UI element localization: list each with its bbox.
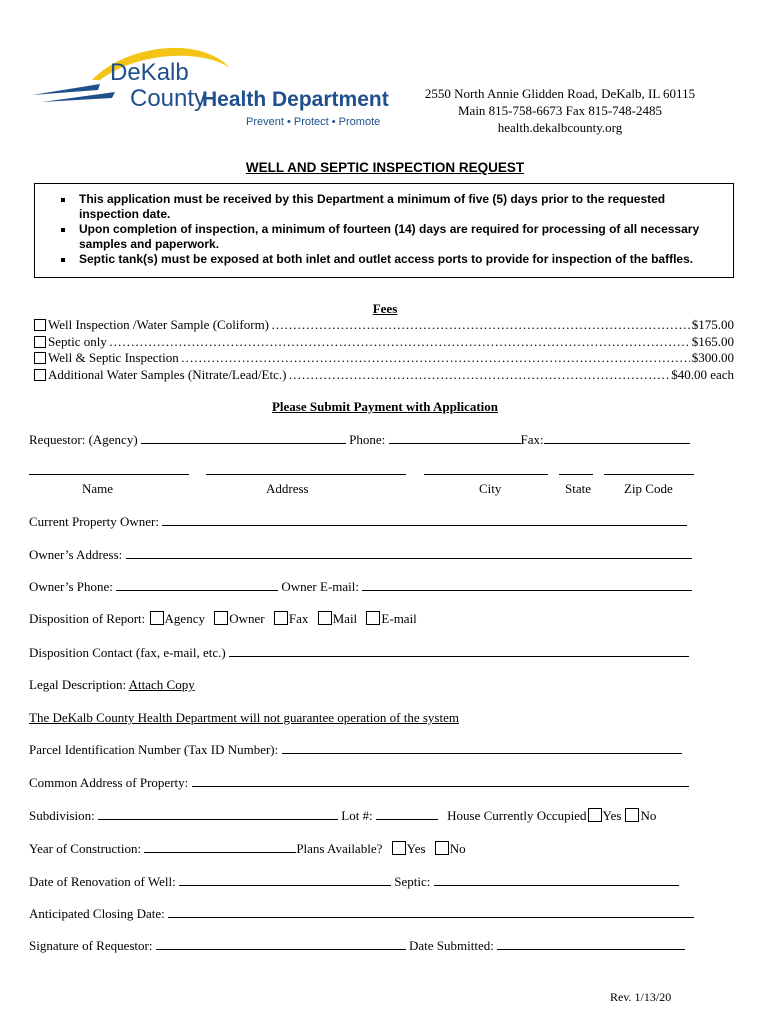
- fee-row: [34, 334, 734, 350]
- occupied-no-checkbox[interactable]: [625, 808, 639, 822]
- contact-block: [405, 85, 715, 136]
- lot-field[interactable]: [376, 808, 438, 820]
- fee-checkbox[interactable]: [34, 336, 46, 348]
- occupied-label: House Currently Occupied: [447, 808, 587, 823]
- fee-price: $175.00: [691, 317, 734, 332]
- requestor-row: [29, 432, 690, 448]
- fee-price: $40.00 each: [671, 367, 734, 382]
- zip-caption: Zip Code: [624, 481, 673, 496]
- phone-field[interactable]: [389, 432, 521, 444]
- disposition-contact-label: Disposition Contact (fax, e-mail, etc.): [29, 645, 226, 660]
- requestor-field[interactable]: [141, 432, 346, 444]
- owner-address-row: [29, 547, 692, 563]
- disposition-contact-field[interactable]: [229, 645, 689, 657]
- plans-no: No: [449, 841, 466, 856]
- legal-attach: Attach Copy: [128, 677, 195, 692]
- email-option: E-mail: [381, 611, 417, 626]
- owner-email-field[interactable]: [362, 579, 692, 591]
- owner-phone-row: [29, 579, 692, 595]
- mail-option: Mail: [332, 611, 358, 626]
- signature-label: Signature of Requestor:: [29, 938, 153, 953]
- revision-note: Rev. 1/13/20: [610, 990, 672, 1004]
- owner-field[interactable]: [162, 514, 687, 526]
- renovation-field[interactable]: [179, 874, 391, 886]
- fee-checkbox[interactable]: [34, 352, 46, 364]
- guarantee-notice: The DeKalb County Health Department will not guarantee operation of the system: [29, 710, 459, 725]
- leader-dots: [109, 334, 690, 350]
- mail-checkbox[interactable]: [318, 611, 332, 625]
- renovation-row: [29, 874, 679, 890]
- owner-phone-field[interactable]: [116, 579, 278, 591]
- disposition-row: [29, 611, 417, 627]
- fax-label: Fax:: [520, 432, 544, 447]
- date-submitted-field[interactable]: [497, 938, 685, 950]
- state-caption: State: [565, 481, 591, 496]
- year-row: [29, 841, 466, 857]
- contact-phones: Main 815-758-6673 Fax 815-748-2485: [457, 103, 662, 118]
- closing-field[interactable]: [168, 906, 694, 918]
- fee-row: [34, 350, 734, 366]
- name-field[interactable]: [29, 463, 189, 475]
- owner-phone-label: Owner’s Phone:: [29, 579, 113, 594]
- fee-checkbox[interactable]: [34, 319, 46, 331]
- logo-line2: County: [130, 85, 207, 112]
- common-address-field[interactable]: [192, 775, 689, 787]
- leader-dots: [181, 350, 690, 366]
- agency-option: Agency: [164, 611, 205, 626]
- date-submitted-label: Date Submitted:: [408, 938, 494, 953]
- renovation-label: Date of Renovation of Well:: [29, 874, 176, 889]
- legal-label: Legal Description:: [29, 677, 127, 692]
- owner-row: [29, 514, 687, 530]
- plans-no-checkbox[interactable]: [435, 841, 449, 855]
- contact-address: 2550 North Annie Glidden Road, DeKalb, IL 60115: [424, 86, 696, 101]
- dekalb-health-logo: [30, 40, 390, 135]
- zip-field[interactable]: [604, 463, 694, 475]
- notice-item: ▪ This application must be received by this Department a minimum of five (5) days prior to the requested inspection date.: [75, 192, 723, 222]
- fax-field[interactable]: [544, 432, 690, 444]
- address-field[interactable]: [206, 463, 406, 475]
- year-field[interactable]: [144, 841, 296, 853]
- fees-heading: Fees: [372, 301, 398, 316]
- occupied-no: No: [640, 808, 657, 823]
- closing-row: [29, 906, 694, 922]
- subdivision-field[interactable]: [98, 808, 338, 820]
- occupied-yes: Yes: [602, 808, 622, 823]
- fee-row: [34, 367, 734, 383]
- signature-field[interactable]: [156, 938, 406, 950]
- email-checkbox[interactable]: [366, 611, 380, 625]
- year-label: Year of Construction:: [29, 841, 142, 856]
- occupied-yes-checkbox[interactable]: [588, 808, 602, 822]
- disposition-label: Disposition of Report:: [29, 611, 146, 626]
- contact-web: health.dekalbcounty.org: [497, 120, 623, 135]
- notice-box: [34, 183, 734, 278]
- septic-field[interactable]: [434, 874, 679, 886]
- logo-line1: DeKalb: [110, 59, 189, 86]
- signature-row: [29, 938, 685, 954]
- subdivision-row: [29, 808, 656, 824]
- requestor-label: Requestor: (Agency): [29, 432, 138, 447]
- owner-label: Current Property Owner:: [29, 514, 159, 529]
- parcel-label: Parcel Identification Number (Tax ID Number):: [29, 742, 279, 757]
- name-caption: Name: [82, 481, 114, 496]
- notice-item: ▪ Septic tank(s) must be exposed at both inlet and outlet access ports to provide for inspection of the baffles.: [75, 252, 723, 267]
- payment-heading: Please Submit Payment with Application: [271, 399, 499, 414]
- address-caption: Address: [266, 481, 309, 496]
- septic-label: Septic:: [394, 874, 431, 889]
- leader-dots: [271, 317, 690, 333]
- notice-item: ▪ Upon completion of inspection, a minimum of fourteen (14) days are required for processing of all necessary samples and paperwork.: [75, 222, 723, 252]
- fee-label: Well & Septic Inspection: [48, 350, 179, 365]
- owner-option: Owner: [229, 611, 265, 626]
- subdivision-label: Subdivision:: [29, 808, 95, 823]
- fee-row: [34, 317, 734, 333]
- owner-address-label: Owner’s Address:: [29, 547, 123, 562]
- state-field[interactable]: [559, 463, 593, 475]
- phone-label: Phone:: [349, 432, 386, 447]
- fee-label: Septic only: [48, 334, 107, 349]
- fax-checkbox[interactable]: [274, 611, 288, 625]
- legal-row: [29, 677, 195, 693]
- closing-label: Anticipated Closing Date:: [29, 906, 165, 921]
- logo-line3: Health Department: [202, 88, 389, 111]
- owner-email-label: Owner E-mail:: [281, 579, 360, 594]
- parcel-row: [29, 742, 682, 758]
- common-address-label: Common Address of Property:: [29, 775, 189, 790]
- owner-address-field[interactable]: [126, 547, 692, 559]
- fee-price: $300.00: [691, 350, 734, 365]
- fee-label: Additional Water Samples (Nitrate/Lead/Etc.): [48, 367, 287, 382]
- disposition-contact-row: [29, 645, 689, 661]
- lot-label: Lot #:: [341, 808, 373, 823]
- plans-label: Plans Available?: [296, 841, 383, 856]
- parcel-field[interactable]: [282, 742, 682, 754]
- leader-dots: [288, 367, 669, 383]
- agency-checkbox[interactable]: [150, 611, 164, 625]
- fee-price: $165.00: [691, 334, 734, 349]
- plans-yes: Yes: [406, 841, 426, 856]
- logo-tagline: Prevent • Protect • Promote: [246, 116, 381, 128]
- city-caption: City: [479, 481, 502, 496]
- fee-label: Well Inspection /Water Sample (Coliform): [48, 317, 270, 332]
- fee-checkbox[interactable]: [34, 369, 46, 381]
- form-title: WELL AND SEPTIC INSPECTION REQUEST: [245, 160, 525, 175]
- city-field[interactable]: [424, 463, 548, 475]
- plans-yes-checkbox[interactable]: [392, 841, 406, 855]
- owner-checkbox[interactable]: [214, 611, 228, 625]
- common-address-row: [29, 775, 689, 791]
- fax-option: Fax: [288, 611, 309, 626]
